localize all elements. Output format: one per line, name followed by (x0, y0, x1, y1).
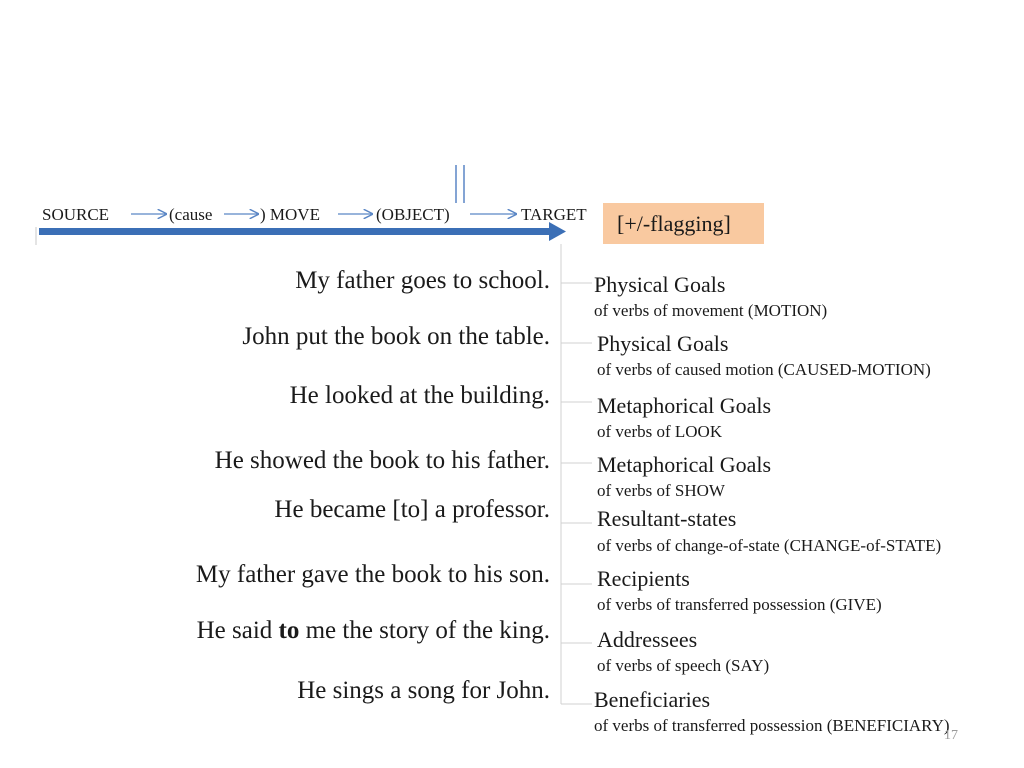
goal-desc-3: of verbs of LOOK (597, 422, 723, 441)
goal-desc-6: of verbs of transferred possession (GIVE) (597, 595, 882, 614)
goal-title-6: Recipients (597, 566, 690, 591)
goal-desc-2: of verbs of caused motion (CAUSED-MOTION) (597, 360, 931, 379)
goal-title-2: Physical Goals (597, 331, 729, 356)
sentence-2: John put the book on the table. (242, 323, 550, 350)
main-arrow (36, 222, 566, 245)
sentence-7-post: me the story of the king. (299, 617, 550, 644)
goal-title-3: Metaphorical Goals (597, 393, 772, 418)
sentence-3: He looked at the building. (289, 382, 550, 409)
sentence-4: He showed the book to his father. (214, 447, 550, 474)
sentence-5: He became [to] a professor. (274, 496, 550, 523)
goal-desc-1: of verbs of movement (MOTION) (594, 301, 828, 320)
sentence-8: He sings a song for John. (297, 677, 550, 704)
goal-title-8: Beneficiaries (594, 687, 711, 712)
goal-desc-4: of verbs of SHOW (597, 481, 725, 500)
goal-desc-5: of verbs of change-of-state (CHANGE-of-STATE) (597, 536, 942, 555)
goal-desc-7: of verbs of speech (SAY) (597, 656, 770, 675)
goal-title-7: Addressees (597, 627, 698, 652)
chain-move: ) MOVE (260, 205, 320, 224)
slide-number: 17 (944, 728, 958, 743)
sentence-1: My father goes to school. (295, 267, 550, 294)
flagging-box: [+/-flagging] (603, 203, 764, 244)
chain-source: SOURCE (42, 205, 110, 224)
sentence-7-pre: He said (196, 617, 279, 644)
chain-cause: (cause (169, 205, 213, 224)
goal-title-5: Resultant-states (597, 506, 737, 531)
sentence-7-bold: to (278, 617, 300, 644)
sentence-7 (197, 617, 550, 645)
chain-target: TARGET (521, 205, 587, 224)
goal-title-1: Physical Goals (594, 272, 726, 297)
sentence-6: My father gave the book to his son. (195, 561, 550, 588)
goal-desc-8: of verbs of transferred possession (BENEFICIARY) (594, 716, 950, 735)
bracket-ticks (561, 283, 592, 704)
goal-title-4: Metaphorical Goals (597, 452, 772, 477)
chain-object: (OBJECT) (376, 205, 450, 224)
